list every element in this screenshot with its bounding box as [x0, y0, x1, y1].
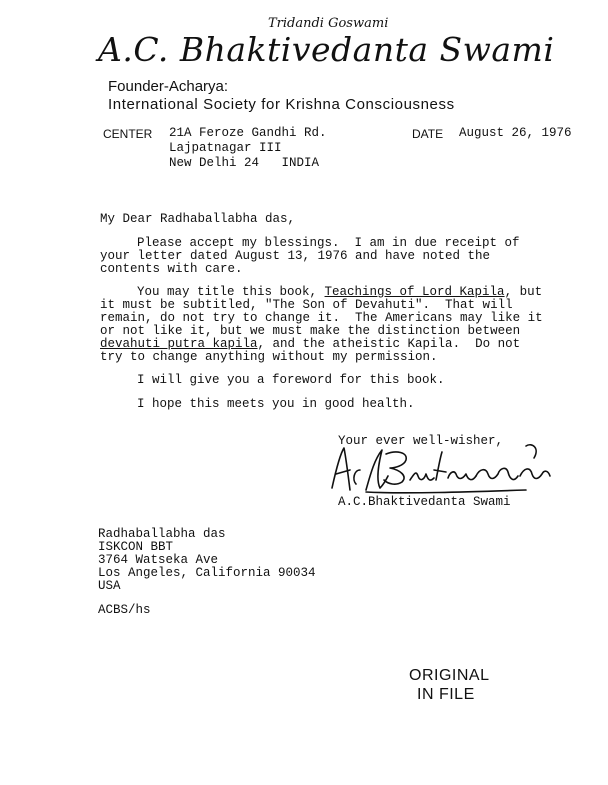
paragraph-4: I hope this meets you in good health. — [137, 397, 415, 411]
paragraph-2-line-4: or not like it, but we must make the distinction between — [100, 324, 521, 338]
file-stamp-line-2: IN FILE — [417, 686, 475, 703]
paragraph-2-line-6: try to change anything without my permission. — [100, 350, 438, 364]
p2-text-c: , but — [504, 285, 543, 299]
recipient-line-3: 3764 Watseka Ave — [98, 553, 219, 567]
recipient-line-5: USA — [98, 579, 121, 593]
date-label: DATE — [412, 127, 444, 141]
center-line-1: 21A Feroze Gandhi Rd. — [169, 126, 327, 140]
center-line-3: New Delhi 24 INDIA — [169, 156, 320, 170]
handwritten-signature — [326, 440, 556, 500]
file-stamp-line-1: ORIGINAL — [409, 667, 490, 684]
paragraph-3: I will give you a foreword for this book. — [137, 373, 445, 387]
devahuti-phrase: devahuti putra kapila — [100, 337, 258, 351]
paragraph-2-line-2: it must be subtitled, "The Son of Devahuti". That will — [100, 298, 513, 312]
initials: ACBS/hs — [98, 603, 151, 617]
closing: Your ever well-wisher, — [338, 434, 504, 448]
letterhead-name: A.C. Bhaktivedanta Swami — [98, 30, 555, 69]
paragraph-1-line-1: Please accept my blessings. I am in due receipt of — [137, 236, 520, 250]
paragraph-1-line-3: contents with care. — [100, 262, 243, 276]
letterhead-role: Founder-Acharya: — [108, 78, 229, 95]
letterhead-org: International Society for Krishna Consciousness — [108, 96, 455, 113]
recipient-line-2: ISKCON BBT — [98, 540, 174, 554]
book-title: Teachings of Lord Kapila — [324, 285, 505, 299]
paragraph-1-line-2: your letter dated August 13, 1976 and have noted the — [100, 249, 491, 263]
typed-signature: A.C.Bhaktivedanta Swami — [338, 495, 511, 509]
paragraph-2-line-3: remain, do not try to change it. The Americans may like it — [100, 311, 543, 325]
date-value: August 26, 1976 — [459, 126, 572, 140]
p2-text-5b: , and the atheistic Kapila. Do not — [257, 337, 521, 351]
center-line-2: Lajpatnagar III — [169, 141, 282, 155]
salutation: My Dear Radhaballabha das, — [100, 212, 296, 226]
letterhead-tridandi: Tridandi Goswami — [268, 16, 389, 31]
recipient-line-4: Los Angeles, California 90034 — [98, 566, 316, 580]
p2-text-a: You may title this book, — [137, 285, 325, 299]
recipient-line-1: Radhaballabha das — [98, 527, 226, 541]
center-label: CENTER — [103, 127, 153, 141]
